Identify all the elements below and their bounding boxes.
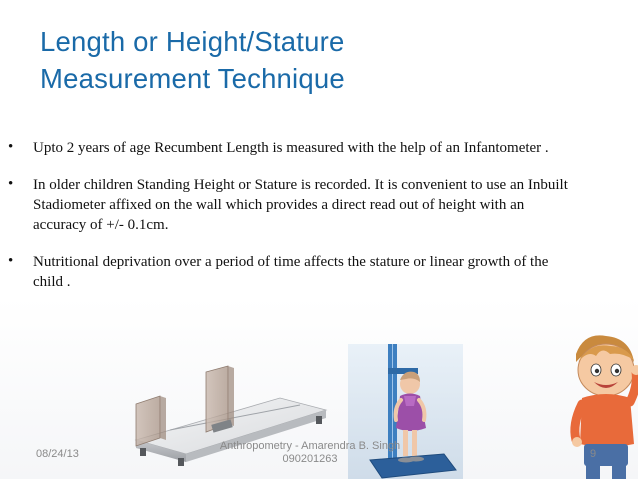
page-number: 9 (590, 448, 597, 460)
footer-author (210, 440, 410, 466)
slide-title (40, 23, 510, 97)
bullet-text: In older children Standing Height or Stature is recorded. It is convenient to use an Inbuilt Stadiometer affixed on the wall which provides a direct read out of height with an accuracy of +/- 0.1cm. (33, 177, 568, 233)
bullet-list (0, 138, 580, 309)
bullet-marker: • (8, 139, 14, 155)
footer-author-line-2: 090201263 (282, 453, 338, 465)
bullet-item (0, 252, 580, 292)
bullet-marker: • (8, 176, 14, 192)
bullet-item (0, 175, 580, 235)
bullet-text: Nutritional deprivation over a period of time affects the stature or linear growth of the child . (33, 254, 549, 290)
cartoon-boy-image (566, 332, 638, 479)
footer-date: 08/24/13 (36, 448, 79, 460)
bullet-item (0, 138, 580, 158)
slide-title-line-1: Length or Height/Stature (40, 26, 345, 57)
bullet-text: Upto 2 years of age Recumbent Length is measured with the help of an Infantometer . (33, 140, 549, 156)
slide-title-line-2: Measurement Technique (40, 63, 345, 94)
footer-author-line-1: Anthropometry - Amarendra B. Singh (219, 440, 401, 452)
bullet-marker: • (8, 253, 14, 269)
